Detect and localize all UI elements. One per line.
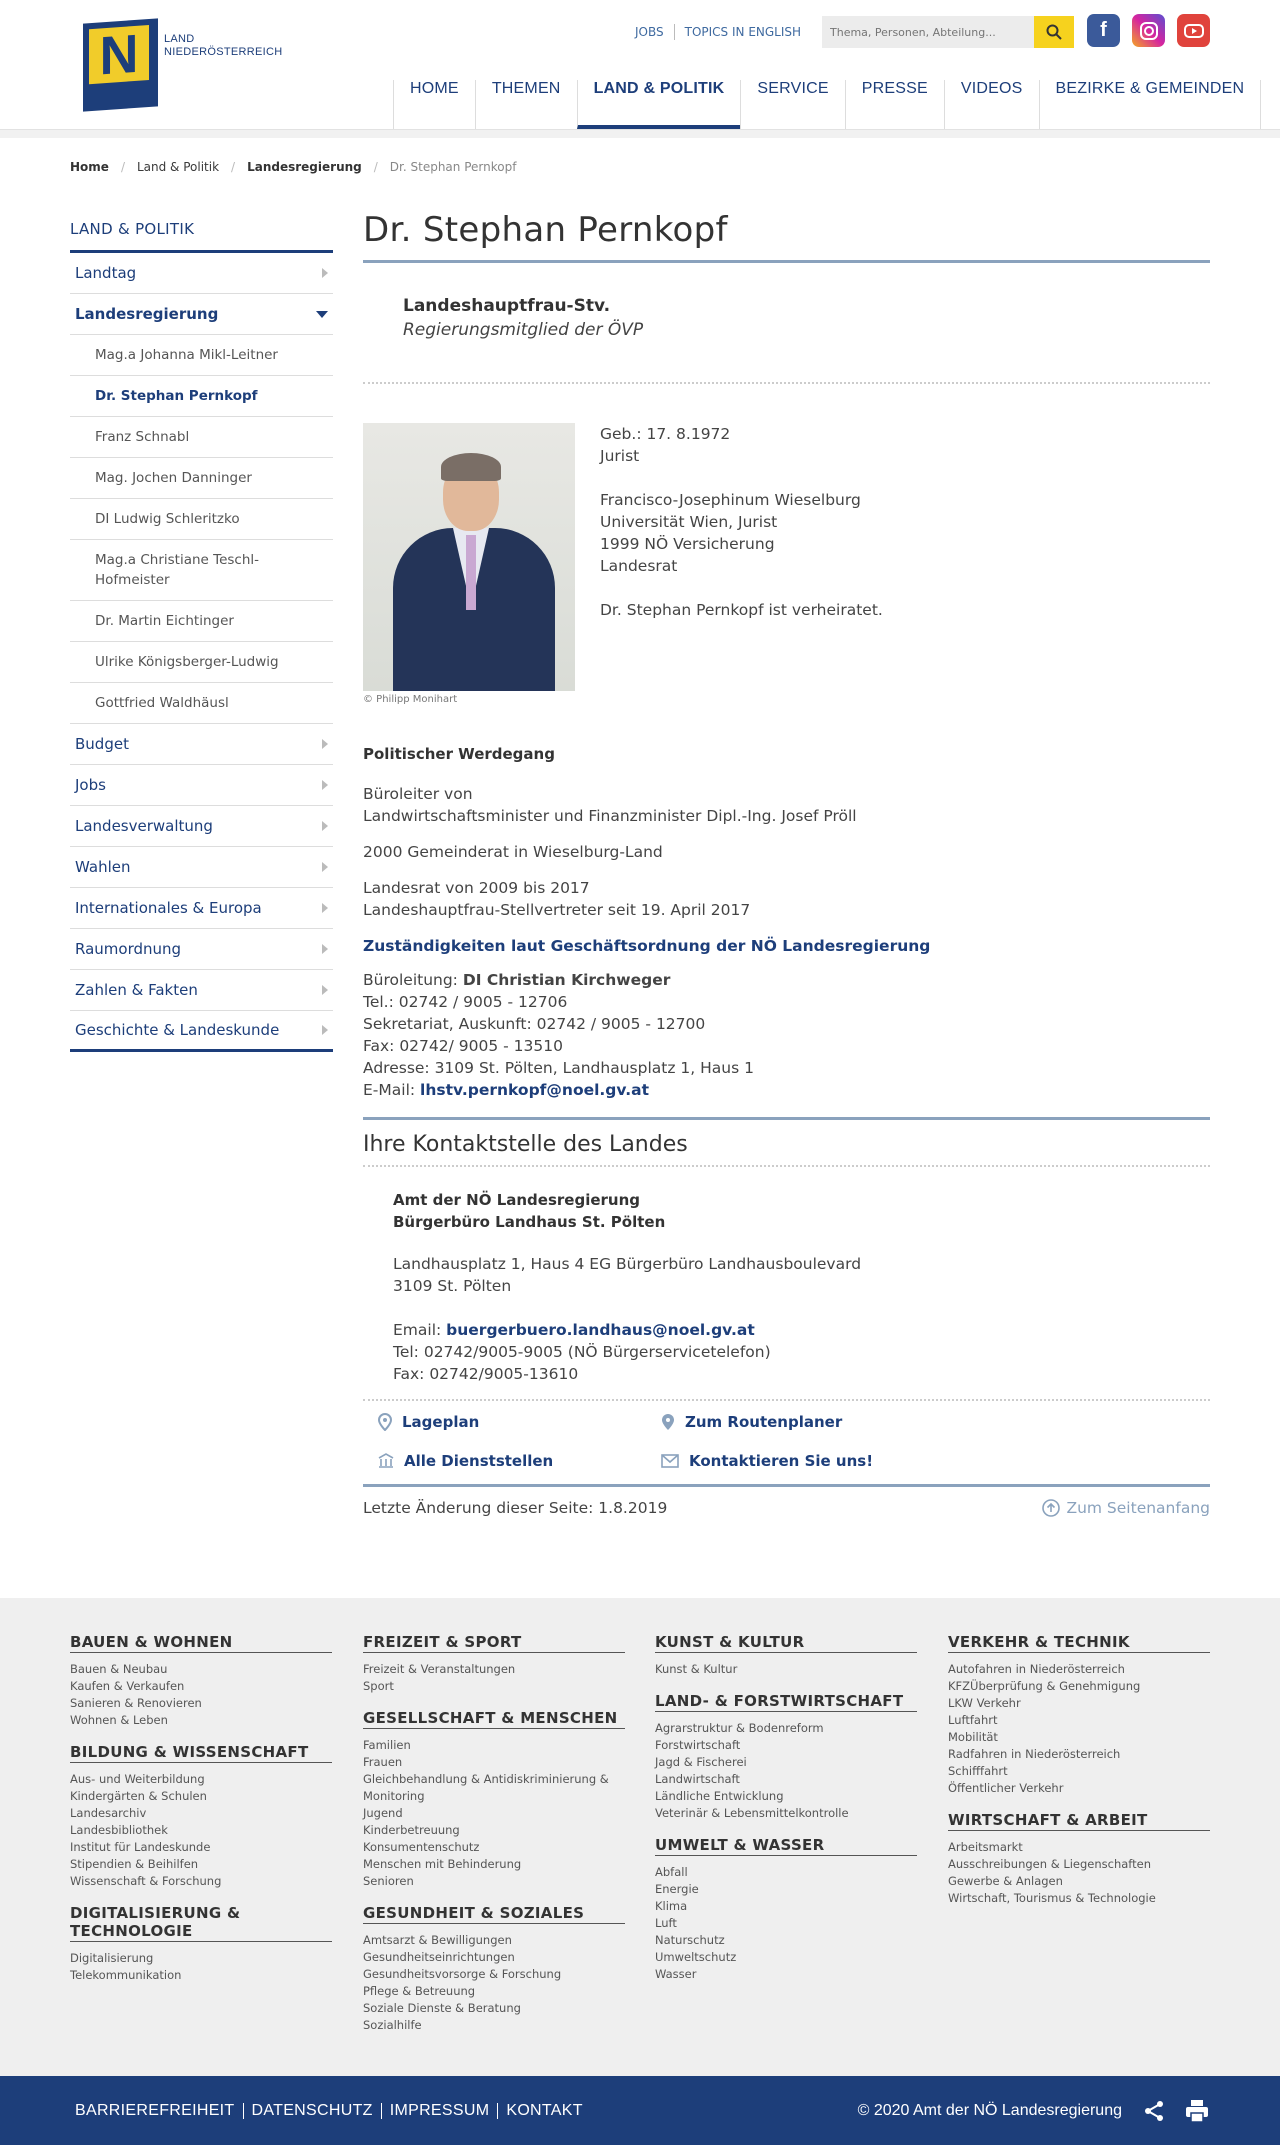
site-logo[interactable] (83, 21, 282, 109)
footer-link[interactable]: Frauen (363, 1755, 403, 1769)
breadcrumb-home[interactable]: Home (70, 160, 109, 174)
footer-link[interactable]: Agrarstruktur & Bodenreform (655, 1721, 824, 1735)
search-icon (1046, 24, 1062, 40)
footer-link[interactable]: Familien (363, 1738, 411, 1752)
footer-link[interactable]: Kinderbetreuung (363, 1823, 460, 1837)
nav-bezirke-gemeinden[interactable]: BEZIRKE & GEMEINDEN (1039, 80, 1262, 129)
building-icon (378, 1453, 394, 1469)
impressum-link[interactable]: IMPRESSUM (382, 2103, 499, 2119)
footer-heading: BAUEN & WOHNEN (70, 1633, 332, 1653)
sidebar-item-landesregierung[interactable]: Landesregierung (70, 294, 333, 335)
footer-link[interactable]: Gesundheitsvorsorge & Forschung (363, 1967, 562, 1981)
map-pin-icon (661, 1413, 675, 1431)
breadcrumb-current: Dr. Stephan Pernkopf (389, 160, 517, 174)
footer-link[interactable]: Luftfahrt (948, 1713, 998, 1727)
main-content (363, 210, 1210, 1517)
footer-heading: FREIZEIT & SPORT (363, 1633, 625, 1653)
header-divider (0, 130, 1280, 138)
page-title: Dr. Stephan Pernkopf (363, 210, 1210, 263)
footer-link[interactable]: Autofahren in Niederösterreich (948, 1662, 1125, 1676)
footer-link[interactable]: Gewerbe & Anlagen (948, 1874, 1063, 1888)
footer-link[interactable]: Soziale Dienste & Beratung (363, 2001, 521, 2015)
footer-link[interactable]: Ländliche Entwicklung (655, 1789, 784, 1803)
nav-service[interactable]: SERVICE (740, 80, 844, 129)
bio-facts: Geb.: 17. 8.1972 Jurist Francisco-Josephinum Wieselburg Universität Wien, Jurist 1999 NÖ Versicherung Landesrat Dr. Stephan Pernkopf ist verheiratet. (600, 425, 883, 619)
sitemap-footer (0, 1598, 1280, 2076)
footer-link[interactable]: Veterinär & Lebensmittelkontrolle (655, 1806, 849, 1820)
footer-link[interactable]: Radfahren in Niederösterreich (948, 1747, 1121, 1761)
career-section: Politischer Werdegang Büroleiter von Landwirtschaftsminister und Finanzminister Dipl.-Ing. Josef Pröll 2000 Gemeinderat in Wieselburg-Land Landesrat von 2009 bis 2017 Landeshauptfrau-Stellvertreter seit 19. April 2017 Zuständigkeiten laut Geschäftsordnung der NÖ Landesregierung Büroleitung: DI Christian Kirchweger Tel.: 02742 / 9005 - 12706 Sekretariat, Auskunft: 02742 / 9005 - 12700 Fax: 02742/ 9005 - 13510 Adresse: 3109 St. Pölten, Landhausplatz 1, Haus 1 E-Mail: lhstv.pernkopf@noel.gv.at (363, 743, 1210, 1101)
footer-link[interactable]: Luft (655, 1916, 677, 1930)
footer-link[interactable]: Naturschutz (655, 1933, 725, 1947)
share-icon[interactable] (1142, 2099, 1166, 2123)
chevron-right-icon (322, 821, 328, 831)
sidebar-item-geschichte[interactable]: Geschichte & Landeskunde (70, 1011, 333, 1052)
kontakt-link[interactable]: Kontaktieren Sie uns! (661, 1452, 944, 1470)
logo-line2: NIEDERÖSTERREICH (164, 46, 283, 58)
footer-heading: VERKEHR & TECHNIK (948, 1633, 1210, 1653)
footer-link[interactable]: Bauen & Neubau (70, 1662, 168, 1676)
footer-heading: UMWELT & WASSER (655, 1836, 917, 1856)
search-button[interactable] (1034, 16, 1074, 48)
mail-icon (661, 1454, 679, 1468)
footer-link[interactable]: Telekommunikation (70, 1968, 182, 1982)
footer-link[interactable]: Landesarchiv (70, 1806, 147, 1820)
portrait-photo (363, 423, 575, 691)
footer-link[interactable]: Wohnen & Leben (70, 1713, 168, 1727)
footer-link[interactable]: Amtsarzt & Bewilligungen (363, 1933, 512, 1947)
print-icon[interactable] (1184, 2098, 1210, 2124)
breadcrumb-land-politik[interactable]: Land & Politik (136, 160, 220, 174)
footer-heading: BILDUNG & WISSENSCHAFT (70, 1743, 332, 1763)
sidebar-sub-item[interactable]: Mag. Jochen Danninger (70, 458, 333, 499)
footer-heading: KUNST & KULTUR (655, 1633, 917, 1653)
footer-link[interactable]: Pflege & Betreuung (363, 1984, 476, 1998)
chevron-right-icon (322, 944, 328, 954)
footer-link[interactable]: Digitalisierung (70, 1951, 154, 1965)
footer-column (70, 1633, 332, 1998)
sidebar-sub-item[interactable]: Franz Schnabl (70, 417, 333, 458)
nav-videos[interactable]: VIDEOS (944, 80, 1039, 129)
sidebar-item-landesverwaltung[interactable]: Landesverwaltung (70, 806, 333, 847)
main-nav (393, 80, 1261, 129)
party-text: Regierungsmitglied der ÖVP (403, 320, 644, 340)
nav-presse[interactable]: PRESSE (845, 80, 944, 129)
footer-link[interactable]: Jugend (363, 1806, 403, 1820)
sidebar-item-jobs[interactable]: Jobs (70, 765, 333, 806)
role-box (363, 263, 1210, 384)
bio-section (363, 423, 1210, 705)
footer-link[interactable]: Landwirtschaft (655, 1772, 740, 1786)
footer-link[interactable]: Klima (655, 1899, 688, 1913)
footer-link[interactable]: Arbeitsmarkt (948, 1840, 1023, 1854)
footer-heading: DIGITALISIERUNG & TECHNOLOGIE (70, 1904, 332, 1942)
footer-link[interactable]: Sozialhilfe (363, 2018, 422, 2032)
footer-link[interactable]: Kindergärten & Schulen (70, 1789, 207, 1803)
footer-link[interactable]: Schifffahrt (948, 1764, 1008, 1778)
sidebar-item-landtag[interactable]: Landtag (70, 253, 333, 294)
facebook-icon[interactable]: f (1087, 14, 1120, 47)
sidebar-item-zahlen-fakten[interactable]: Zahlen & Fakten (70, 970, 333, 1011)
footer-link[interactable]: Forstwirtschaft (655, 1738, 741, 1752)
nav-home[interactable]: HOME (393, 80, 475, 129)
chevron-right-icon (322, 1025, 328, 1035)
chevron-right-icon (322, 903, 328, 913)
kontakt-footer-link[interactable]: KONTAKT (506, 2101, 583, 2119)
career-title: Politischer Werdegang (363, 745, 555, 763)
footer-link[interactable]: Kaufen & Verkaufen (70, 1679, 185, 1693)
sidebar-sub-item[interactable]: Ulrike Königsberger-Ludwig (70, 642, 333, 683)
sidebar-sub-item-active[interactable]: Dr. Stephan Pernkopf (70, 376, 333, 417)
breadcrumb: Home / Land & Politik / Landesregierung / Dr. Stephan Pernkopf (70, 160, 517, 174)
footer-link[interactable]: Sport (363, 1679, 394, 1693)
sidebar-sub-item[interactable]: Dr. Martin Eichtinger (70, 601, 333, 642)
youtube-icon[interactable] (1177, 14, 1210, 47)
email-link[interactable]: lhstv.pernkopf@noel.gv.at (420, 1081, 649, 1099)
footer-link[interactable]: Gesundheitseinrichtungen (363, 1950, 515, 1964)
lageplan-link[interactable]: Lageplan (378, 1413, 661, 1431)
buergerbuero-email-link[interactable]: buergerbuero.landhaus@noel.gv.at (446, 1321, 755, 1339)
sidebar-item-budget[interactable]: Budget (70, 724, 333, 765)
routenplaner-link[interactable]: Zum Routenplaner (661, 1413, 944, 1431)
arrow-up-circle-icon (1042, 1499, 1060, 1517)
chevron-right-icon (322, 739, 328, 749)
barrierefreiheit-link[interactable]: BARRIEREFREIHEIT (70, 2103, 244, 2119)
footer-link[interactable]: Stipendien & Beihilfen (70, 1857, 199, 1871)
datenschutz-link[interactable]: DATENSCHUTZ (244, 2103, 382, 2119)
footer-link[interactable]: Wissenschaft & Forschung (70, 1874, 222, 1888)
kontakt-title: Ihre Kontaktstelle des Landes (363, 1117, 1210, 1167)
kontakt-box: Amt der NÖ Landesregierung Bürgerbüro Landhaus St. Pölten Landhausplatz 1, Haus 4 EG Bürgerbüro Landhausboulevard 3109 St. Pölten Email: buergerbuero.landhaus@noel.gv.at Tel: 02742/9005-9005 (NÖ Bürgerservicetelefon) Fax: 02742/9005-13610 (393, 1191, 862, 1383)
footer-link[interactable]: Umweltschutz (655, 1950, 737, 1964)
sidebar-sub-item[interactable]: Mag.a Christiane Teschl-Hofmeister (70, 540, 333, 601)
last-updated: Letzte Änderung dieser Seite: 1.8.2019 (363, 1499, 668, 1517)
footer-link[interactable]: Landesbibliothek (70, 1823, 168, 1837)
zustaendigkeiten-link[interactable]: Zuständigkeiten laut Geschäftsordnung der NÖ Landesregierung (363, 937, 931, 955)
footer-link[interactable]: Aus- und Weiterbildung (70, 1772, 205, 1786)
location-pin-icon (378, 1413, 392, 1431)
footer-heading: GESELLSCHAFT & MENSCHEN (363, 1709, 625, 1729)
chevron-right-icon (322, 268, 328, 278)
topics-english-link[interactable]: TOPICS IN ENGLISH (684, 25, 802, 39)
instagram-icon[interactable] (1132, 14, 1165, 47)
search-input[interactable] (822, 16, 1034, 48)
sidebar-sub-item[interactable]: Mag.a Johanna Mikl-Leitner (70, 335, 333, 376)
bottom-bar (0, 2076, 1280, 2145)
chevron-right-icon (322, 780, 328, 790)
nav-themen[interactable]: THEMEN (475, 80, 577, 129)
footer-heading: GESUNDHEIT & SOZIALES (363, 1904, 625, 1924)
sidebar-sub-item[interactable]: DI Ludwig Schleritzko (70, 499, 333, 540)
footer-link[interactable]: Jagd & Fischerei (655, 1755, 747, 1769)
site-header (0, 0, 1280, 130)
sidebar-item-wahlen[interactable]: Wahlen (70, 847, 333, 888)
footer-link[interactable]: LKW Verkehr (948, 1696, 1021, 1710)
top-links (635, 24, 811, 40)
footer-heading: WIRTSCHAFT & ARBEIT (948, 1811, 1210, 1831)
footer-link[interactable]: Freizeit & Veranstaltungen (363, 1662, 516, 1676)
footer-link[interactable]: Menschen mit Behinderung (363, 1857, 522, 1871)
footer-link[interactable]: KFZÜberprüfung & Genehmigung (948, 1679, 1141, 1693)
logo-mark: N (83, 18, 158, 111)
chevron-right-icon (322, 985, 328, 995)
sidebar-item-internationales[interactable]: Internationales & Europa (70, 888, 333, 929)
social-links (1087, 14, 1210, 47)
search-bar (822, 16, 1074, 48)
footer-link[interactable]: Institut für Landeskunde (70, 1840, 211, 1854)
jobs-link[interactable]: JOBS (635, 24, 675, 40)
photo-credit: © Philipp Monihart (363, 694, 458, 705)
footer-column (363, 1633, 625, 2048)
breadcrumb-landesregierung[interactable]: Landesregierung (247, 160, 362, 174)
office-contact: Büroleitung: DI Christian Kirchweger Tel.: 02742 / 9005 - 12706 Sekretariat, Auskunft: 02742 / 9005 - 12700 Fax: 02742/ 9005 - 13510 Adresse: 3109 St. Pölten, Landhausplatz 1, Haus 1 E-Mail: lhstv.pernkopf@noel.gv.at (363, 971, 754, 1099)
footer-link[interactable]: Kunst & Kultur (655, 1662, 738, 1676)
footer-link[interactable]: Energie (655, 1882, 699, 1896)
sidebar-item-raumordnung[interactable]: Raumordnung (70, 929, 333, 970)
logo-line1: LAND (164, 33, 195, 45)
dienststellen-link[interactable]: Alle Dienststellen (378, 1452, 661, 1470)
footer-link[interactable]: Wirtschaft, Tourismus & Technologie (948, 1891, 1156, 1905)
nav-land-politik[interactable]: LAND & POLITIK (577, 80, 741, 129)
footer-link[interactable]: Mobilität (948, 1730, 998, 1744)
footer-link[interactable]: Senioren (363, 1874, 414, 1888)
footer-link[interactable]: Konsumentenschutz (363, 1840, 480, 1854)
footer-link[interactable]: Wasser (655, 1967, 697, 1981)
footer-link[interactable]: Abfall (655, 1865, 688, 1879)
footer-column (948, 1633, 1210, 1921)
role-title: Landeshauptfrau-Stv. (403, 296, 611, 316)
sidebar-sub-item[interactable]: Gottfried Waldhäusl (70, 683, 333, 724)
chevron-down-icon (316, 311, 328, 318)
sidebar (70, 220, 333, 1052)
chevron-right-icon (322, 862, 328, 872)
footer-link[interactable]: Sanieren & Renovieren (70, 1696, 202, 1710)
page-meta (363, 1484, 1210, 1517)
footer-link[interactable]: Gleichbehandlung & Antidiskriminierung & Monitoring (363, 1772, 609, 1803)
sidebar-title: LAND & POLITIK (70, 220, 333, 253)
copyright: © 2020 Amt der NÖ Landesregierung (857, 2101, 1122, 2119)
kontakt-links (363, 1399, 1210, 1476)
footer-link[interactable]: Öffentlicher Verkehr (948, 1781, 1064, 1795)
footer-link[interactable]: Ausschreibungen & Liegenschaften (948, 1857, 1152, 1871)
back-to-top-link[interactable]: Zum Seitenanfang (1042, 1499, 1210, 1517)
footer-column (655, 1633, 917, 1997)
footer-heading: LAND- & FORSTWIRTSCHAFT (655, 1692, 917, 1712)
